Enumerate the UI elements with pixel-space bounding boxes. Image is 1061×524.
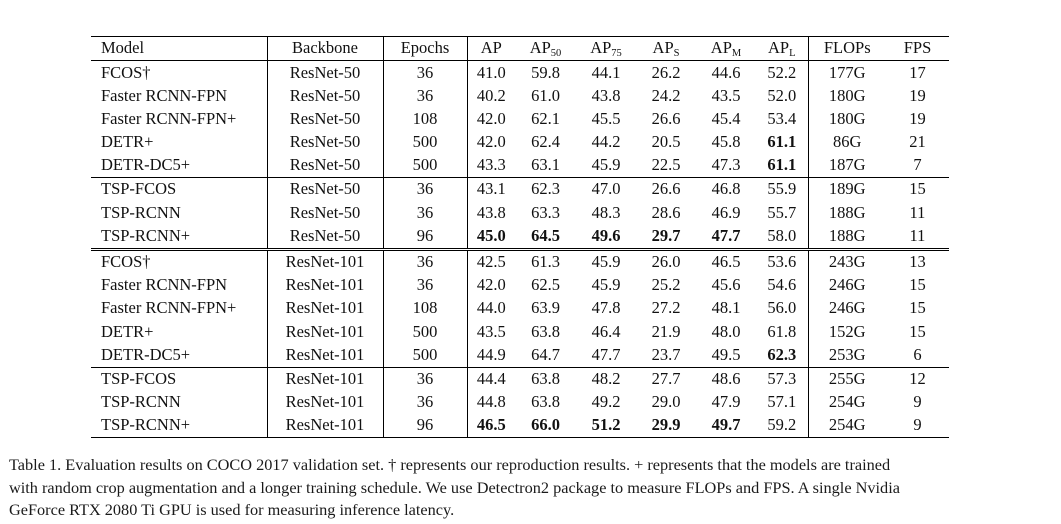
cell-epochs: 36 — [383, 201, 467, 224]
cell-apm: 47.9 — [711, 392, 741, 412]
cell-epochs: 36 — [383, 61, 467, 85]
table-row — [91, 343, 949, 367]
cell-backbone: ResNet-50 — [267, 201, 383, 224]
cell-fps: 15 — [909, 298, 926, 318]
cell-fps: 15 — [909, 179, 926, 199]
cell-fps: 21 — [909, 132, 926, 152]
cell-aps — [636, 225, 696, 250]
header-row — [91, 37, 949, 61]
header-aps: $AP_S$ — [652, 38, 680, 60]
cell-ap75: 45.9 — [591, 275, 621, 295]
header-apm: $AP_M$ — [710, 38, 742, 60]
cell-ap: 44.9 — [467, 343, 515, 367]
cell-flops: 187G — [808, 154, 886, 178]
cell-epochs: 36 — [383, 178, 467, 202]
best-value: 49.6 — [591, 225, 621, 245]
cell-ap75: 48.2 — [591, 368, 621, 388]
table-row — [91, 154, 949, 178]
cell-epochs: 96 — [383, 225, 467, 250]
results-table-container — [91, 36, 949, 438]
cell-epochs: 108 — [383, 297, 467, 320]
cell-aps: 29.0 — [651, 392, 681, 412]
cell-model: DETR+ — [91, 320, 267, 343]
best-value: 45.0 — [476, 225, 506, 245]
cell-fps: 19 — [909, 108, 926, 128]
table-row — [91, 225, 949, 250]
cell-backbone: ResNet-101 — [267, 414, 383, 438]
best-value: 51.2 — [591, 415, 621, 435]
cell-ap50: 61.3 — [531, 252, 560, 272]
cell-ap: 41.0 — [476, 62, 506, 82]
cell-ap: 44.0 — [476, 298, 506, 318]
cell-apm: 43.5 — [711, 85, 741, 105]
table-row — [91, 391, 949, 414]
cell-ap: 42.0 — [476, 275, 506, 295]
cell-ap: 44.4 — [476, 368, 506, 388]
cell-ap: 40.2 — [476, 85, 506, 105]
cell-aps: 23.7 — [636, 343, 696, 367]
cell-flops: 253G — [808, 343, 886, 367]
cell-model: Faster RCNN-FPN — [91, 84, 267, 107]
cell-model: Faster RCNN-FPN+ — [91, 297, 267, 320]
caption-line: with random crop augmentation and a longer training schedule. We use Detectron2 package to measure FLOPs and FPS. A single Nvidia — [9, 477, 900, 497]
best-value: 49.7 — [711, 415, 741, 435]
best-value: 61.1 — [767, 132, 797, 152]
cell-epochs: 36 — [383, 274, 467, 297]
cell-ap50: 63.3 — [531, 202, 560, 222]
cell-backbone: ResNet-101 — [267, 297, 383, 320]
cell-apm: 48.1 — [711, 298, 741, 318]
cell-ap50 — [515, 225, 576, 250]
cell-fps: 6 — [886, 343, 949, 367]
best-value: 46.5 — [476, 415, 506, 435]
cell-backbone: ResNet-101 — [267, 391, 383, 414]
header-ap75: $AP_{75}$ — [590, 38, 622, 60]
cell-ap75 — [576, 414, 636, 438]
cell-backbone: ResNet-50 — [267, 84, 383, 107]
best-value: 61.1 — [767, 155, 797, 175]
cell-apl: 59.2 — [756, 414, 808, 438]
cell-backbone: ResNet-101 — [267, 249, 383, 274]
cell-ap75 — [576, 225, 636, 250]
cell-backbone: ResNet-101 — [267, 343, 383, 367]
cell-apl: 53.4 — [756, 108, 808, 131]
cell-fps: 17 — [909, 62, 926, 82]
cell-ap: 42.5 — [476, 252, 506, 272]
table-caption — [9, 454, 1054, 522]
cell-ap50: 63.8 — [531, 321, 560, 341]
cell-apm — [696, 414, 756, 438]
cell-ap75: 48.3 — [591, 202, 621, 222]
cell-apl: 53.6 — [756, 249, 808, 274]
table-row — [91, 297, 949, 320]
cell-apm: 47.3 — [696, 154, 756, 178]
cell-backbone: ResNet-50 — [267, 108, 383, 131]
cell-flops: 246G — [828, 275, 866, 295]
cell-aps: 26.6 — [651, 108, 681, 128]
cell-apm: 48.0 — [711, 321, 741, 341]
cell-apl: 57.3 — [756, 367, 808, 391]
cell-apm: 46.5 — [711, 252, 741, 272]
cell-ap — [467, 414, 515, 438]
cell-fps: 11 — [909, 202, 926, 222]
table-row — [91, 274, 949, 297]
cell-apl: 58.0 — [756, 225, 808, 250]
cell-flops: 152G — [828, 321, 866, 341]
best-value: 47.7 — [711, 225, 741, 245]
cell-aps: 26.6 — [651, 179, 681, 199]
cell-aps: 28.6 — [651, 202, 681, 222]
cell-ap50: 63.9 — [531, 298, 560, 318]
cell-aps: 21.9 — [651, 321, 681, 341]
cell-apm: 49.5 — [696, 343, 756, 367]
header-epochs: Epochs — [383, 37, 467, 61]
table-row — [91, 178, 949, 202]
cell-fps: 19 — [909, 85, 926, 105]
cell-ap75: 47.0 — [591, 179, 621, 199]
table-row — [91, 84, 949, 107]
table-group — [91, 367, 949, 438]
cell-ap50: 63.1 — [515, 154, 576, 178]
cell-apm — [696, 225, 756, 250]
cell-apl: 57.1 — [756, 391, 808, 414]
cell-ap: 42.0 — [476, 108, 506, 128]
cell-ap75: 46.4 — [591, 321, 621, 341]
table-row — [91, 61, 949, 85]
best-value: 64.5 — [531, 225, 560, 245]
cell-backbone: ResNet-101 — [267, 320, 383, 343]
cell-ap: 44.8 — [476, 392, 506, 412]
cell-aps: 27.2 — [651, 298, 681, 318]
cell-ap50: 59.8 — [531, 62, 560, 82]
cell-ap75: 45.9 — [576, 154, 636, 178]
cell-fps: 15 — [909, 321, 926, 341]
cell-apm: 46.8 — [711, 179, 741, 199]
cell-fps: 9 — [886, 414, 949, 438]
best-value: 29.7 — [651, 225, 681, 245]
cell-aps: 22.5 — [636, 154, 696, 178]
cell-epochs: 96 — [383, 414, 467, 438]
cell-flops: 177G — [828, 62, 866, 82]
cell-flops: 246G — [828, 298, 866, 318]
cell-ap50: 64.7 — [515, 343, 576, 367]
table-group — [91, 178, 949, 250]
cell-aps — [636, 414, 696, 438]
header-backbone: Backbone — [267, 37, 383, 61]
cell-ap75: 47.8 — [591, 298, 621, 318]
cell-aps: 27.7 — [651, 368, 681, 388]
cell-apl — [756, 131, 808, 154]
cell-model: Faster RCNN-FPN — [91, 274, 267, 297]
cell-model: TSP-RCNN — [91, 201, 267, 224]
cell-backbone: ResNet-50 — [267, 178, 383, 202]
cell-apl: 55.9 — [756, 178, 808, 202]
cell-ap: 43.5 — [476, 321, 506, 341]
cell-ap75: 43.8 — [591, 85, 621, 105]
best-value: 62.3 — [767, 344, 797, 364]
cell-model: TSP-FCOS — [91, 178, 267, 202]
table-row — [91, 367, 949, 391]
table-row — [91, 108, 949, 131]
cell-ap50: 61.0 — [531, 85, 560, 105]
cell-epochs: 36 — [383, 84, 467, 107]
header-fps: FPS — [903, 38, 932, 58]
cell-apl: 52.0 — [756, 84, 808, 107]
cell-ap50: 62.5 — [531, 275, 560, 295]
cell-ap50: 63.8 — [531, 368, 560, 388]
table-group — [91, 61, 949, 178]
cell-ap75: 47.7 — [576, 343, 636, 367]
best-value: 29.9 — [651, 415, 681, 435]
cell-flops: 180G — [828, 108, 866, 128]
cell-apm: 45.8 — [711, 132, 741, 152]
cell-aps: 25.2 — [651, 275, 681, 295]
cell-fps: 11 — [886, 225, 949, 250]
cell-backbone: ResNet-50 — [267, 131, 383, 154]
cell-ap: 43.3 — [467, 154, 515, 178]
cell-fps: 7 — [886, 154, 949, 178]
cell-ap — [467, 225, 515, 250]
cell-backbone: ResNet-50 — [267, 154, 383, 178]
cell-fps: 9 — [913, 392, 922, 412]
cell-aps: 20.5 — [651, 132, 681, 152]
cell-backbone: ResNet-50 — [267, 61, 383, 85]
cell-flops: 243G — [828, 252, 866, 272]
cell-epochs: 500 — [383, 320, 467, 343]
cell-epochs: 500 — [383, 154, 467, 178]
cell-apl: 55.7 — [756, 201, 808, 224]
cell-ap50: 62.3 — [531, 179, 560, 199]
cell-aps: 26.0 — [651, 252, 681, 272]
cell-flops: 254G — [828, 392, 866, 412]
header-flops: FLOPs — [823, 38, 871, 58]
cell-ap75: 45.5 — [591, 108, 621, 128]
cell-fps: 15 — [909, 275, 926, 295]
cell-apl — [756, 343, 808, 367]
header-ap50: $AP_{50}$ — [529, 38, 562, 60]
cell-ap: 43.1 — [476, 179, 506, 199]
cell-ap: 42.0 — [476, 132, 506, 152]
cell-ap50: 62.4 — [531, 132, 560, 152]
cell-model: DETR+ — [91, 131, 267, 154]
cell-backbone: ResNet-50 — [267, 225, 383, 250]
cell-apl: 54.6 — [756, 274, 808, 297]
cell-ap50 — [515, 414, 576, 438]
table-row — [91, 320, 949, 343]
table-row — [91, 414, 949, 438]
cell-flops: 180G — [828, 85, 866, 105]
results-table — [91, 36, 949, 438]
cell-apm: 46.9 — [711, 202, 741, 222]
cell-apm: 44.6 — [711, 62, 741, 82]
cell-model: Faster RCNN-FPN+ — [91, 108, 267, 131]
cell-flops: 86G — [833, 132, 862, 152]
cell-flops: 188G — [808, 225, 886, 250]
cell-apm: 48.6 — [711, 368, 741, 388]
caption-line: Table 1. Evaluation results on COCO 2017 validation set. † represents our reproduction results. + represents that the models are trained — [9, 455, 891, 474]
cell-flops: 189G — [828, 179, 866, 199]
cell-backbone: ResNet-101 — [267, 367, 383, 391]
cell-flops: 254G — [808, 414, 886, 438]
cell-ap75: 44.1 — [591, 62, 621, 82]
cell-fps: 13 — [909, 252, 926, 272]
cell-ap50: 63.8 — [531, 392, 560, 412]
cell-epochs: 36 — [383, 391, 467, 414]
best-value: 66.0 — [531, 415, 560, 435]
header-model: Model — [91, 37, 267, 61]
cell-epochs: 108 — [383, 108, 467, 131]
header-apl: $AP_L$ — [756, 37, 808, 61]
cell-model: FCOS† — [91, 249, 267, 274]
cell-apl: 61.8 — [756, 320, 808, 343]
cell-ap75: 45.9 — [591, 252, 621, 272]
cell-aps: 26.2 — [651, 62, 681, 82]
cell-backbone: ResNet-101 — [267, 274, 383, 297]
cell-epochs: 500 — [383, 131, 467, 154]
cell-ap: 43.8 — [476, 202, 506, 222]
cell-flops: 255G — [828, 368, 866, 388]
cell-apl: 52.2 — [756, 61, 808, 85]
cell-ap75: 44.2 — [591, 132, 621, 152]
cell-ap75: 49.2 — [591, 392, 621, 412]
cell-aps: 24.2 — [651, 85, 681, 105]
table-row — [91, 131, 949, 154]
cell-model: TSP-FCOS — [91, 367, 267, 391]
table-group — [91, 249, 949, 367]
header-ap: AP — [480, 38, 502, 58]
cell-apl: 56.0 — [756, 297, 808, 320]
cell-model: DETR-DC5+ — [91, 343, 267, 367]
table-row — [91, 249, 949, 274]
cell-fps: 12 — [909, 368, 926, 388]
cell-apm: 45.4 — [711, 108, 741, 128]
caption-line: GeForce RTX 2080 Ti GPU is used for measuring inference latency. — [9, 500, 455, 519]
table-row — [91, 201, 949, 224]
cell-epochs: 36 — [383, 249, 467, 274]
cell-model: TSP-RCNN+ — [91, 414, 267, 438]
cell-apl — [756, 154, 808, 178]
cell-flops: 188G — [828, 202, 866, 222]
cell-ap50: 62.1 — [531, 108, 560, 128]
cell-model: TSP-RCNN+ — [91, 225, 267, 250]
cell-epochs: 500 — [383, 343, 467, 367]
cell-epochs: 36 — [383, 367, 467, 391]
cell-model: TSP-RCNN — [91, 391, 267, 414]
cell-model: DETR-DC5+ — [91, 154, 267, 178]
cell-apm: 45.6 — [711, 275, 741, 295]
cell-model: FCOS† — [91, 61, 267, 85]
